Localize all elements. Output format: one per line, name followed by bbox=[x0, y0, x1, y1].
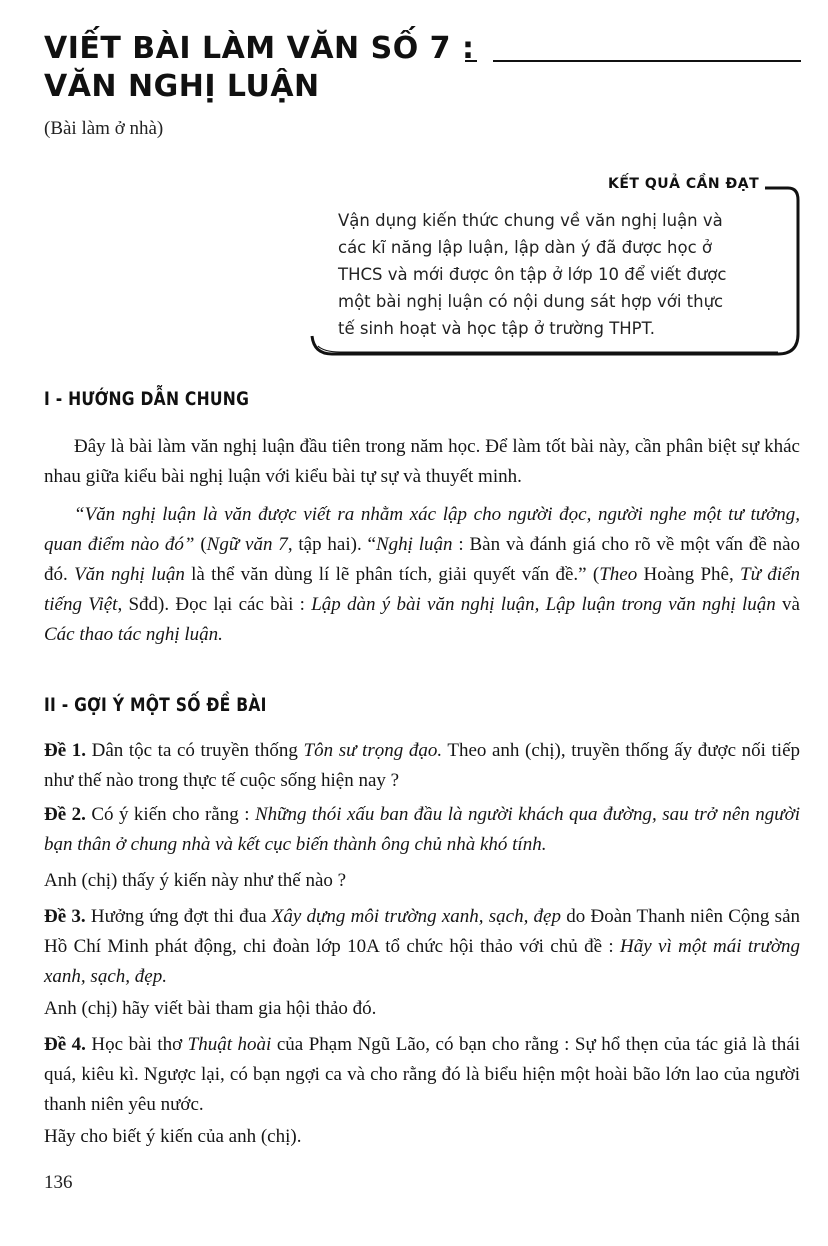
objectives-line: THCS và mới được ôn tập ở lớp 10 để viết được bbox=[338, 265, 727, 284]
title-line-1: VIẾT BÀI LÀM VĂN SỐ 7 : bbox=[44, 31, 475, 66]
conference-theme: Hãy vì một mái trường xanh, sạch, đẹp. bbox=[44, 936, 801, 987]
chapter-title bbox=[44, 30, 804, 106]
book-title: Ngữ văn 7 bbox=[206, 534, 288, 555]
page-number: 136 bbox=[44, 1172, 73, 1193]
objectives-text bbox=[338, 207, 788, 342]
text-span: do Đoàn Thanh niên Cộng sản Hồ Chí Minh phát động, chi đoàn lớp 10A tổ chức hội thảo với chủ đề : bbox=[44, 906, 801, 957]
text-span: Học bài thơ bbox=[85, 1034, 188, 1055]
text-span: : Bàn và đánh giá cho rõ về một vấn đề nào đó. bbox=[44, 534, 801, 585]
topic-emphasis: Tôn sư trọng đạo. bbox=[303, 740, 443, 761]
topic-label: Đề 4. bbox=[44, 1034, 86, 1055]
dictionary-title: Từ điển tiếng Việt bbox=[44, 564, 800, 615]
lesson-titles: Lập dàn ý bài văn nghị luận, Lập luận trong văn nghị luận bbox=[311, 594, 776, 615]
topic-2-question: Anh (chị) thấy ý kiến này như thế nào ? bbox=[44, 870, 347, 891]
text-span: Hưởng ứng đợt thi đua bbox=[85, 906, 272, 927]
text-span: Theo anh (chị), truyền thống ấy được nối tiếp như thế nào trong thực tế cuộc sống hiện nay ? bbox=[44, 740, 801, 791]
title-dash bbox=[465, 60, 477, 62]
text-span: và bbox=[775, 594, 800, 615]
text-span: , tập hai). “ bbox=[287, 534, 376, 555]
title-rule bbox=[493, 60, 801, 62]
objectives-line: các kĩ năng lập luận, lập dàn ý đã được học ở bbox=[338, 238, 712, 257]
topic-quote: Những thói xấu ban đầu là người khách qua đường, sau trở nên người bạn thân ở chung nhà và kết cục biến thành ông chủ nhà khó tính. bbox=[44, 804, 801, 855]
section-heading-2: II - GỢI Ý MỘT SỐ ĐỀ BÀI bbox=[44, 694, 267, 716]
topic-label: Đề 2. bbox=[44, 804, 86, 825]
objectives-line: Vận dụng kiến thức chung về văn nghị luận và bbox=[338, 211, 723, 230]
topic-3-question: Anh (chị) hãy viết bài tham gia hội thảo đó. bbox=[44, 998, 377, 1019]
campaign-name: Xây dựng môi trường xanh, sạch, đẹp bbox=[271, 906, 561, 927]
text-span: , Sđd). Đọc lại các bài : bbox=[117, 594, 312, 615]
topic-2 bbox=[44, 800, 800, 860]
topic-1 bbox=[44, 736, 800, 796]
topic-3 bbox=[44, 902, 800, 992]
topic-label: Đề 1. bbox=[44, 740, 87, 761]
term: Văn nghị luận bbox=[74, 564, 185, 585]
section1-paragraph-2 bbox=[44, 500, 800, 650]
subtitle: (Bài làm ở nhà) bbox=[44, 118, 164, 139]
quote-1: “Văn nghị luận là văn được viết ra nhằm xác lập cho người đọc, người nghe một tư tưởng, quan điểm nào đó” bbox=[44, 504, 800, 555]
poem-title: Thuật hoài bbox=[187, 1034, 272, 1055]
text-span: Dân tộc ta có truyền thống bbox=[86, 740, 304, 761]
term: Nghị luận bbox=[376, 534, 453, 555]
lesson-title: Các thao tác nghị luận. bbox=[44, 624, 223, 645]
text-span: Hoàng Phê, bbox=[637, 564, 741, 585]
objectives-heading: KẾT QUẢ CẦN ĐẠT bbox=[608, 176, 760, 192]
objectives-line: tế sinh hoạt và học tập ở trường THPT. bbox=[338, 319, 655, 338]
text-span: là thể văn dùng lí lẽ phân tích, giải quyết vấn đề.” ( bbox=[184, 564, 600, 585]
theo-word: Theo bbox=[599, 564, 638, 585]
text-span: Có ý kiến cho rằng : bbox=[85, 804, 255, 825]
text-span: của Phạm Ngũ Lão, có bạn cho rằng : Sự hổ thẹn của tác giả là thái quá, kiêu kì. Ngược lại, có bạn ngợi ca và cho rằng đó là biểu hiện một hoài bão lớn lao của người thanh niên yêu nước. bbox=[44, 1034, 801, 1115]
objectives-line: một bài nghị luận có nội dung sát hợp với thực bbox=[338, 292, 724, 311]
section-heading-1: I - HƯỚNG DẪN CHUNG bbox=[44, 388, 250, 410]
section1-paragraph-1: Đây là bài làm văn nghị luận đầu tiên trong năm học. Để làm tốt bài này, cần phân biệt sự khác nhau giữa kiểu bài nghị luận với kiểu bài tự sự và thuyết minh. bbox=[44, 436, 800, 487]
text-span: ( bbox=[194, 534, 207, 555]
topic-label: Đề 3. bbox=[44, 906, 86, 927]
topic-4-question: Hãy cho biết ý kiến của anh (chị). bbox=[44, 1126, 302, 1147]
topic-4 bbox=[44, 1030, 800, 1120]
title-line-2: VĂN NGHỊ LUẬN bbox=[44, 69, 320, 104]
